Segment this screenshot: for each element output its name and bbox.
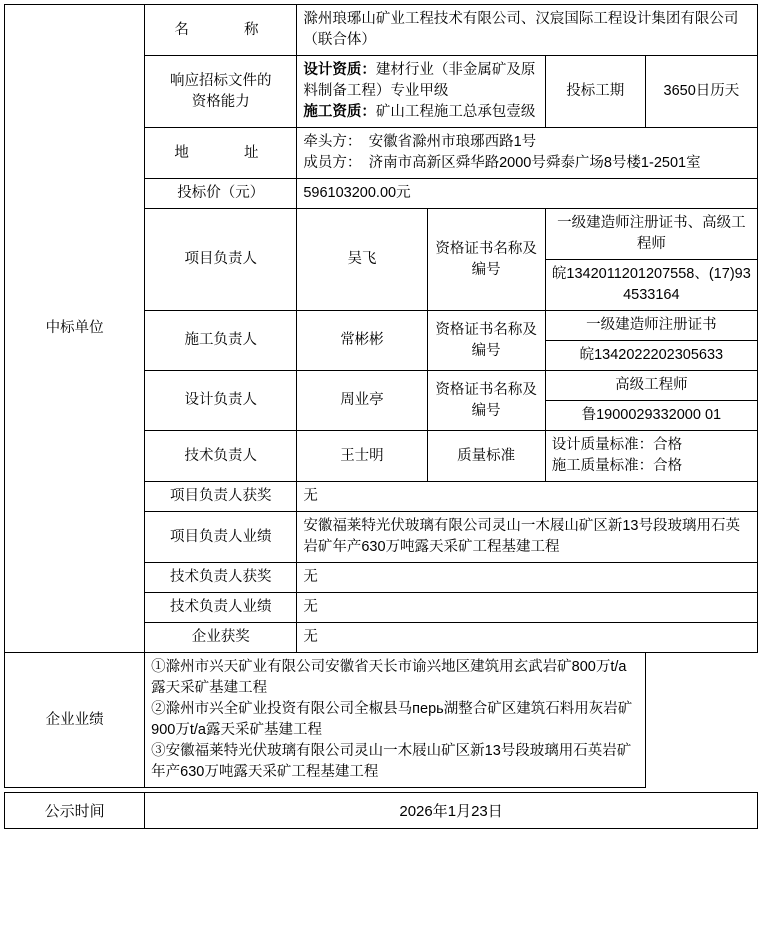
value-tech-leader-name: 王士明 bbox=[297, 431, 427, 482]
value-project-leader-award: 无 bbox=[297, 482, 758, 512]
label-bid-price: 投标价（元） bbox=[145, 179, 297, 209]
label-project-leader: 项目负责人 bbox=[145, 209, 297, 311]
value-qualification bbox=[297, 56, 545, 128]
bid-winner-table bbox=[4, 4, 758, 788]
qualification-design-key: 设计资质： bbox=[303, 62, 376, 79]
row-label-bid-winner: 中标单位 bbox=[5, 5, 145, 653]
label-qualification-line1: 响应招标文件的 bbox=[170, 72, 272, 89]
value-design-leader-cert-name: 高级工程师 bbox=[545, 371, 757, 401]
value-tech-leader-award: 无 bbox=[297, 563, 758, 593]
label-company-performance: 企业业绩 bbox=[5, 653, 145, 788]
value-name: 滁州琅琊山矿业工程技术有限公司、汉宸国际工程设计集团有限公司（联合体） bbox=[297, 5, 758, 56]
label-bid-duration: 投标工期 bbox=[545, 56, 645, 128]
value-bid-duration: 3650日历天 bbox=[645, 56, 757, 128]
label-project-leader-award: 项目负责人获奖 bbox=[145, 482, 297, 512]
document-page bbox=[0, 4, 762, 829]
table-row bbox=[5, 793, 758, 829]
label-address: 地 址 bbox=[145, 128, 297, 179]
table-row bbox=[5, 5, 758, 56]
qualification-construct-key: 施工资质： bbox=[303, 104, 376, 121]
label-design-leader: 设计负责人 bbox=[145, 371, 297, 431]
label-tech-leader-award: 技术负责人获奖 bbox=[145, 563, 297, 593]
label-construct-leader-cert: 资格证书名称及编号 bbox=[427, 311, 545, 371]
value-construct-leader-cert-name: 一级建造师注册证书 bbox=[545, 311, 757, 341]
label-quality-standard: 质量标准 bbox=[427, 431, 545, 482]
label-project-leader-performance: 项目负责人业绩 bbox=[145, 512, 297, 563]
company-performance-item: ②滁州市兴全矿业投资有限公司全椒县马перь湖整合矿区建筑石料用灰岩矿900万t/a露天采矿基建工程 bbox=[151, 701, 633, 739]
label-company-award: 企业获奖 bbox=[145, 623, 297, 653]
label-tech-leader: 技术负责人 bbox=[145, 431, 297, 482]
table-row bbox=[5, 653, 758, 788]
qualification-construct-value: 矿山工程施工总承包壹级 bbox=[375, 104, 536, 121]
value-construct-leader-name: 常彬彬 bbox=[297, 311, 427, 371]
value-project-leader-performance: 安徽福莱特光伏玻璃有限公司灵山一木屐山矿区新13号段玻璃用石英岩矿年产630万吨露天采矿工程基建工程 bbox=[297, 512, 758, 563]
value-address bbox=[297, 128, 758, 179]
value-project-leader-cert-name: 一级建造师注册证书、高级工程师 bbox=[545, 209, 757, 260]
label-qualification bbox=[145, 56, 297, 128]
label-tech-leader-performance: 技术负责人业绩 bbox=[145, 593, 297, 623]
value-bid-price: 596103200.00元 bbox=[297, 179, 758, 209]
value-design-leader-cert-no: 鲁1900029332000 01 bbox=[545, 401, 757, 431]
publish-time-table bbox=[4, 792, 758, 829]
address-line-2: 成员方： 济南市高新区舜华路2000号舜泰广场8号楼1-2501室 bbox=[303, 155, 701, 172]
value-quality-standard bbox=[545, 431, 757, 482]
label-name: 名 称 bbox=[145, 5, 297, 56]
value-project-leader-cert-no: 皖1342011201207558、(17)934533164 bbox=[545, 260, 757, 311]
value-construct-leader-cert-no: 皖1342022202305633 bbox=[545, 341, 757, 371]
value-tech-leader-performance: 无 bbox=[297, 593, 758, 623]
quality-standard-line-2: 施工质量标准：合格 bbox=[551, 458, 683, 475]
company-performance-item: ③安徽福莱特光伏玻璃有限公司灵山一木屐山矿区新13号段玻璃用石英岩矿年产630万吨露天采矿工程基建工程 bbox=[151, 743, 632, 781]
label-publish-time: 公示时间 bbox=[5, 793, 145, 829]
qualification-design-value: 建材行业（非金属矿及原料制备工程）专业甲级 bbox=[303, 62, 536, 100]
label-construct-leader: 施工负责人 bbox=[145, 311, 297, 371]
value-design-leader-name: 周业亭 bbox=[297, 371, 427, 431]
value-company-award: 无 bbox=[297, 623, 758, 653]
label-qualification-line2: 资格能力 bbox=[191, 93, 250, 110]
label-design-leader-cert: 资格证书名称及编号 bbox=[427, 371, 545, 431]
value-project-leader-name: 吴飞 bbox=[297, 209, 427, 311]
value-company-performance bbox=[145, 653, 646, 788]
label-project-leader-cert: 资格证书名称及编号 bbox=[427, 209, 545, 311]
quality-standard-line-1: 设计质量标准：合格 bbox=[551, 437, 683, 454]
value-publish-time: 2026年1月23日 bbox=[145, 793, 758, 829]
company-performance-item: ①滁州市兴天矿业有限公司安徽省天长市谕兴地区建筑用玄武岩矿800万t/a露天采矿基建工程 bbox=[151, 659, 627, 697]
address-line-1: 牵头方： 安徽省滁州市琅琊西路1号 bbox=[303, 134, 537, 151]
